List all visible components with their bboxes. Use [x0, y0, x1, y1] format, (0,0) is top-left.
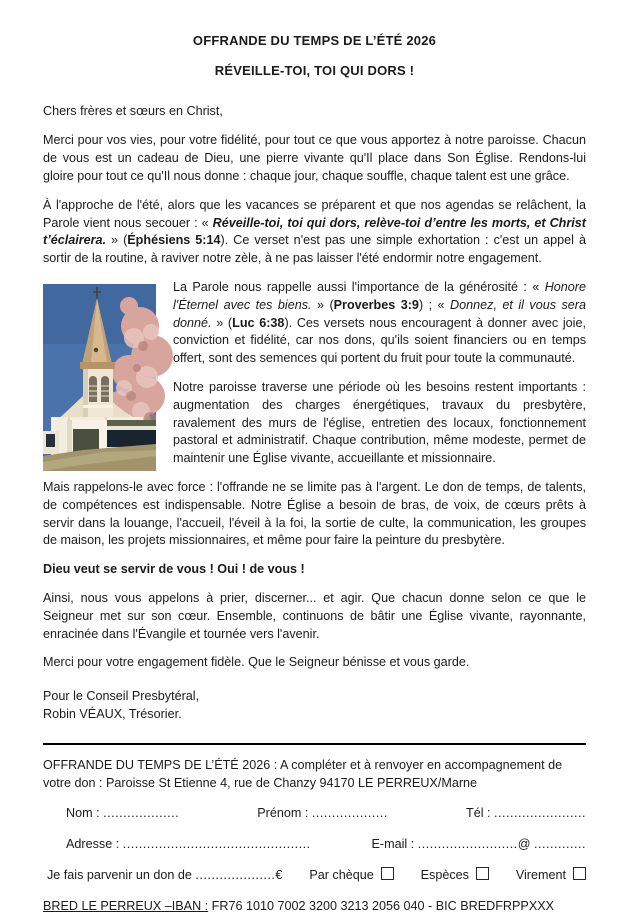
scripture-ref: Éphésiens 5:14 — [127, 233, 221, 248]
form-intro: OFFRANDE DU TEMPS DE L’ÉTÉ 2026 : A compléter et à renvoyer en accompagnement de votre don : Paroisse St Etienne 4, rue de Chanzy 94170 LE PERREUX/Marne — [43, 757, 563, 790]
tel-label: Tél : — [466, 806, 494, 821]
especes-label: Espèces — [420, 867, 469, 882]
payment-option-especes[interactable] — [421, 867, 489, 885]
signature-name: Robin VÉAUX, Trésorier. — [43, 706, 182, 721]
form-row-identity — [43, 805, 586, 823]
church-photo — [43, 284, 156, 471]
don-dotted-line[interactable]: .................... — [195, 867, 276, 882]
section-divider — [43, 743, 586, 745]
prenom-dotted-line[interactable]: ................... — [311, 806, 388, 821]
text-run: » ( — [211, 315, 233, 330]
bold-callout: Dieu veut se servir de vous ! Oui ! de vous ! — [43, 562, 305, 577]
email-field[interactable] — [372, 836, 586, 854]
cheque-checkbox[interactable] — [381, 867, 394, 880]
virement-label: Virement — [515, 867, 566, 882]
paragraph-engagement: Merci pour votre engagement fidèle. Que le Seigneur bénisse et vous garde. — [43, 655, 470, 670]
iban-label: BRED LE PERREUX –IBAN : — [43, 898, 209, 913]
text-run: » ( — [311, 297, 334, 312]
verse-quote: Réveille-toi, toi qui dors, relève-toi d’entre les morts, et Christ t’éclairera. — [43, 215, 586, 248]
paragraph-merci: Merci pour vos vies, pour votre fidélité, pour tout ce que vous apportez à notre paroisse. Chacun de vous est un cadeau de Dieu, une pierre vivante qu'Il place dans Son Église. Rendons-lui gloire pour tout ce qu'Il nous donne : chaque jour, chaque souffle, chaque talent est une grâce. — [43, 133, 586, 183]
form-row-donation — [43, 867, 586, 885]
adresse-dotted-line[interactable]: ............................................... — [122, 837, 311, 852]
nom-dotted-line[interactable]: ................... — [103, 806, 180, 821]
text-run: ) ; « — [418, 297, 451, 312]
payment-option-cheque[interactable] — [309, 867, 393, 885]
especes-checkbox[interactable] — [476, 867, 489, 880]
text-run: ). Ces versets nous encouragent à donner avec joie, conviction et fidélité, car nos dons, qu'ils soient financiers ou en temps offert, sont des semences qui portent du fruit pour toute la communauté. — [173, 315, 586, 366]
form-row-contact — [43, 836, 586, 854]
paragraph-paroisse: Notre paroisse traverse une période où les besoins restent importants : augmentation des charges énergétiques, travaux du presbytère, ravalement des murs de l'église, entretien des locaux, fonctionnement pastoral et administratif. Chaque contribution, même modeste, permet de maintenir une Église vivante, accueillante et missionnaire. — [173, 379, 586, 466]
nom-field[interactable] — [66, 805, 179, 823]
paragraph-offrande: Mais rappelons-le avec force : l'offrande ne se limite pas à l'argent. Le don de temps, de talents, de compétences est indispensable. Notre Église a besoin de bras, de voix, de cœurs prêts à servir dans la louange, l'accueil, l'éveil à la foi, la sortie de culte, la communication, les groupes de maison, les projets missionnaires, et même pour faire la peinture du presbytère. — [43, 479, 586, 548]
iban-line — [43, 898, 586, 915]
prenom-label: Prénom : — [257, 806, 312, 821]
iban-value: FR76 1010 7002 3200 3213 2056 040 - BIC BREDFRPPXXX — [208, 898, 555, 913]
scripture-ref: Luc 6:38 — [232, 315, 285, 330]
payment-option-virement[interactable] — [516, 867, 586, 885]
text-run: » ( — [106, 233, 128, 248]
document-subtitle: RÉVEILLE-TOI, TOI QUI DORS ! — [214, 62, 415, 78]
scripture-ref: Proverbes 3:9 — [333, 297, 419, 312]
euro-sign: € — [275, 867, 283, 882]
adresse-field[interactable] — [66, 836, 311, 854]
verse-quote: Donnez, et il vous sera donné. — [173, 297, 586, 330]
text-run: La Parole nous rappelle aussi l'importance de la générosité : « — [173, 279, 545, 294]
adresse-label: Adresse : — [66, 837, 123, 852]
text-run: À l'approche de l'été, alors que les vacances se préparent et que nos agendas se relâchent, la Parole vient nous secouer : « — [43, 197, 586, 230]
don-field[interactable] — [47, 867, 282, 885]
text-run: ). Ce verset n'est pas une simple exhortation : c'est un appel à sortir de la routine, à raviver notre zèle, à ne pas laisser l'été endormir notre engagement. — [43, 233, 586, 266]
email-domain-dotted-line[interactable]: ............. — [534, 837, 586, 852]
email-label: E-mail : — [371, 837, 418, 852]
don-label: Je fais parvenir un don de — [47, 867, 196, 882]
nom-label: Nom : — [66, 806, 104, 821]
greeting: Chers frères et sœurs en Christ, — [43, 103, 223, 118]
virement-checkbox[interactable] — [573, 867, 586, 880]
tel-field[interactable] — [466, 805, 586, 823]
prenom-field[interactable] — [257, 805, 388, 823]
signature-role: Pour le Conseil Presbytéral, — [43, 689, 200, 704]
paragraph-ainsi: Ainsi, nous vous appelons à prier, discerner... et agir. Que chacun donne selon ce que le Seigneur met sur son cœur. Ensemble, continuons de bâtir une Église vivante, rayonnante, enracinée dans l'Évangile et tournée vers l'avenir. — [43, 590, 586, 641]
cheque-label: Par chèque — [309, 867, 374, 882]
paragraph-reveille — [43, 197, 586, 268]
document-title: OFFRANDE DU TEMPS DE L’ÉTÉ 2026 — [192, 33, 437, 48]
tel-dotted-line[interactable]: ....................... — [494, 806, 586, 821]
email-at-sign: @ — [517, 837, 534, 852]
email-dotted-line[interactable]: ......................... — [417, 837, 518, 852]
verse-quote: Honore l'Éternel avec tes biens. — [173, 279, 586, 312]
